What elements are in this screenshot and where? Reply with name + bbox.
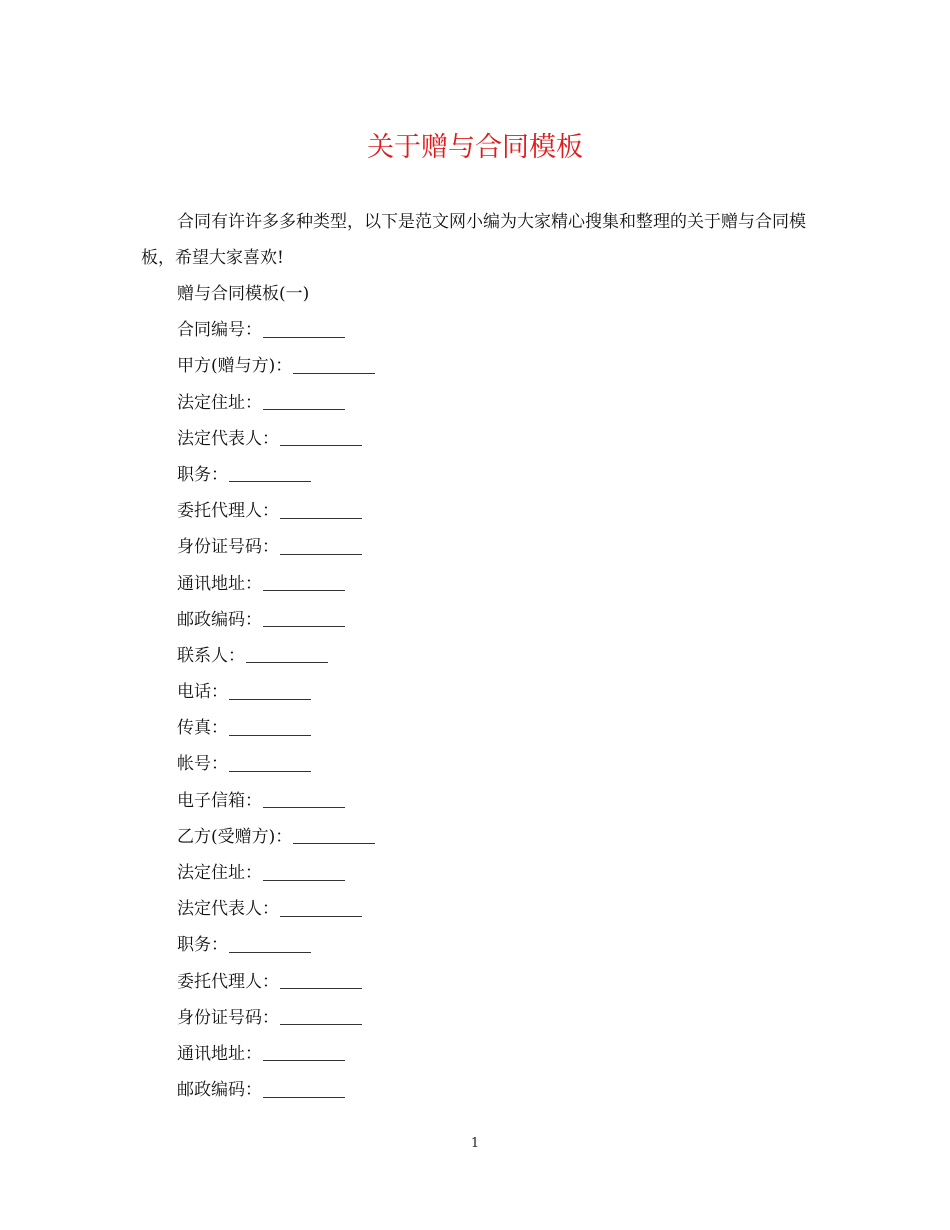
fill-in-blank: [263, 1096, 345, 1098]
fill-in-blank: [263, 625, 345, 627]
field-label: 通讯地址：: [177, 573, 262, 594]
fill-in-blank: [263, 336, 345, 338]
field-label: 传真：: [177, 718, 228, 739]
field-label: 法定住址：: [177, 863, 262, 883]
field-line: [177, 312, 375, 348]
field-label: 职务：: [177, 935, 228, 956]
fill-in-blank: [229, 770, 311, 772]
fill-in-blank: [280, 444, 362, 446]
field-line: [177, 746, 375, 782]
field-label: 甲方(赠与方)：: [177, 356, 293, 377]
fill-in-blank: [263, 1059, 345, 1061]
document-title: 关于赠与合同模板: [367, 132, 583, 163]
fill-in-blank: [229, 480, 311, 482]
intro-paragraph: 合同有许许多多种类型，以下是范文网小编为大家精心搜集和整理的关于赠与合同模板，希望大家喜欢!: [141, 212, 806, 268]
field-label: 电子信箱：: [177, 790, 262, 811]
field-label: 邮政编码：: [177, 1080, 262, 1101]
fill-in-blank: [280, 915, 362, 917]
fill-in-blank: [263, 408, 345, 410]
fill-in-blank: [293, 372, 375, 374]
field-line: [177, 1036, 375, 1072]
field-label: 联系人：: [177, 645, 245, 666]
fill-in-blank: [293, 842, 375, 844]
page-number: 1: [470, 1136, 480, 1151]
field-label: 身份证号码：: [177, 537, 279, 558]
section-heading: 赠与合同模板(一): [177, 284, 310, 304]
field-line: [177, 1072, 375, 1108]
fill-in-blank: [280, 517, 362, 519]
field-line: [177, 855, 375, 891]
field-label: 通讯地址：: [177, 1043, 262, 1064]
field-label: 职务：: [177, 464, 228, 485]
field-line: [177, 783, 375, 819]
field-line: [177, 927, 375, 963]
fill-in-blank: [229, 951, 311, 953]
field-label: 法定代表人：: [177, 899, 279, 920]
field-line: [177, 674, 375, 710]
field-line: [177, 638, 375, 674]
field-line: [177, 457, 375, 493]
field-label: 法定住址：: [177, 392, 262, 413]
field-line: [177, 710, 375, 746]
fill-in-blank: [280, 553, 362, 555]
field-line: [177, 348, 375, 384]
field-label: 委托代理人：: [177, 971, 279, 992]
fill-in-blank: [229, 734, 311, 736]
field-label: 身份证号码：: [177, 1007, 279, 1028]
fill-in-blank: [280, 1023, 362, 1025]
field-line: [177, 819, 375, 855]
field-label: 电话：: [177, 682, 228, 703]
field-line: [177, 566, 375, 602]
fill-in-blank: [246, 661, 328, 663]
field-line: [177, 385, 375, 421]
field-line: [177, 964, 375, 1000]
field-label: 邮政编码：: [177, 609, 262, 630]
field-line: [177, 891, 375, 927]
fill-in-blank: [263, 806, 345, 808]
fill-in-blank: [263, 589, 345, 591]
field-label: 合同编号：: [177, 320, 262, 341]
field-label: 委托代理人：: [177, 501, 279, 522]
field-label: 帐号：: [177, 754, 228, 775]
contract-field-list: [177, 276, 375, 1108]
fill-in-blank: [229, 698, 311, 700]
field-line: [177, 493, 375, 529]
field-label: 法定代表人：: [177, 428, 279, 449]
fill-in-blank: [263, 879, 345, 881]
fill-in-blank: [280, 987, 362, 989]
field-label: 乙方(受赠方)：: [177, 826, 293, 847]
field-line: [177, 1000, 375, 1036]
field-line: [177, 602, 375, 638]
field-line: [177, 421, 375, 457]
field-line: [177, 529, 375, 565]
